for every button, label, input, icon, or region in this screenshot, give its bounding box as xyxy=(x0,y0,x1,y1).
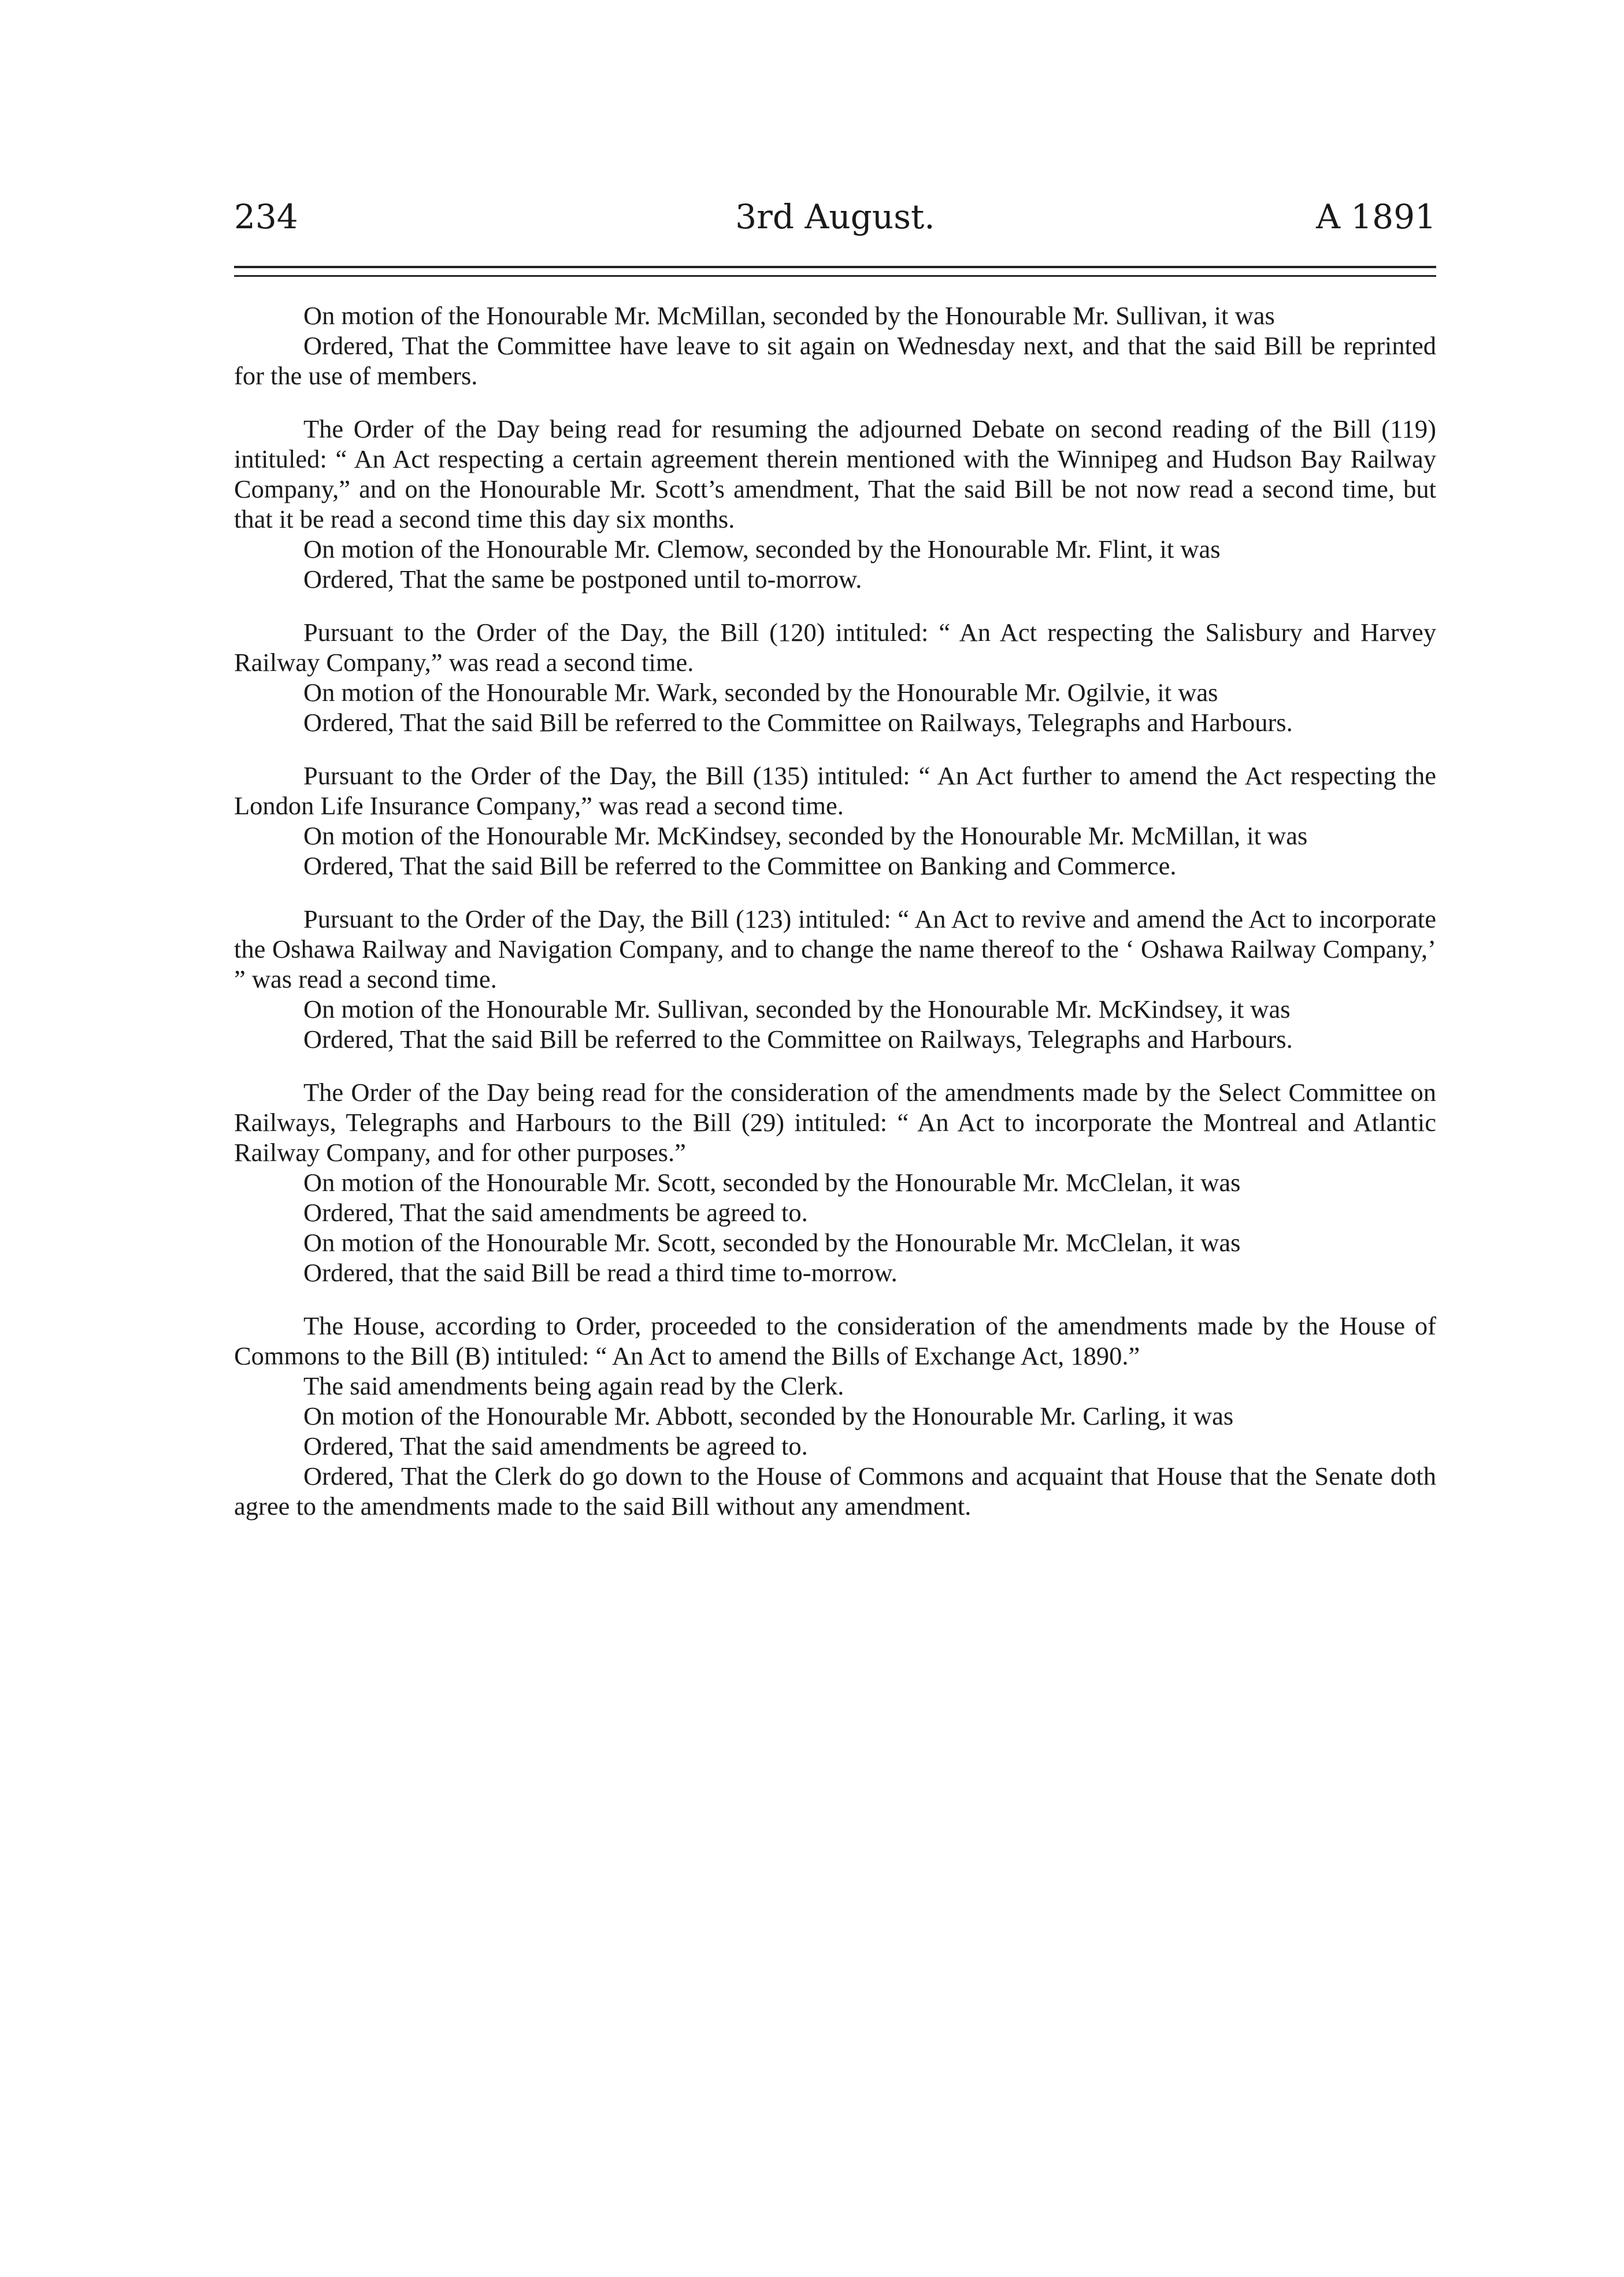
paragraph: On motion of the Honourable Mr. Scott, seconded by the Honourable Mr. McClelan, it was xyxy=(303,1228,1241,1257)
paragraph: Ordered, That the Clerk do go down to the House of Commons and acquaint that House that the Senate doth agree to the amendments made to the said Bill without any amendment. xyxy=(234,1462,1436,1521)
paragraph: On motion of the Honourable Mr. McKindsey, seconded by the Honourable Mr. McMillan, it was xyxy=(303,821,1308,850)
paragraph: Ordered, That the said Bill be referred to the Committee on Railways, Telegraphs and Harbours. xyxy=(303,1025,1293,1054)
paragraph: The Order of the Day being read for resuming the adjourned Debate on second reading of the Bill (119) intituled: “ An Act respecting a certain agreement therein mentioned with the Winnipeg and Hudson Bay Railway Company,” and on the Honourable Mr. Scott’s amendment, That the said Bill be not now read a second time, but that it be read a second time this day six months. xyxy=(234,414,1436,533)
paragraph: Pursuant to the Order of the Day, the Bill (123) intituled: “ An Act to revive and amend the Act to incorporate the Oshawa Railway and Navigation Company, and to change the name thereof to the ‘ Oshawa Railway Company,’ ” was read a second time. xyxy=(234,904,1436,993)
paragraph: Ordered, That the same be postponed until to-morrow. xyxy=(303,565,862,594)
page-number: 234 xyxy=(234,197,298,236)
paragraph: Ordered, That the said amendments be agreed to. xyxy=(303,1432,808,1460)
paragraph: The House, according to Order, proceeded to the consideration of the amendments made by the House of Commons to the Bill (B) intituled: “ An Act to amend the Bills of Exchange Act, 1890.” xyxy=(234,1311,1436,1370)
header-rule-bottom xyxy=(234,275,1436,277)
page-header xyxy=(234,191,1436,243)
paragraph: On motion of the Honourable Mr. Sullivan, seconded by the Honourable Mr. McKindsey, it was xyxy=(303,995,1291,1023)
paragraph: Pursuant to the Order of the Day, the Bill (135) intituled: “ An Act further to amend the Act respecting the London Life Insurance Company,” was read a second time. xyxy=(234,761,1436,820)
paragraph: On motion of the Honourable Mr. Scott, seconded by the Honourable Mr. McClelan, it was xyxy=(303,1168,1241,1197)
paragraph: Ordered, That the Committee have leave to sit again on Wednesday next, and that the said Bill be reprinted for the use of members. xyxy=(234,331,1436,390)
paragraph: The said amendments being again read by the Clerk. xyxy=(303,1371,844,1400)
header-date: 3rd August. xyxy=(735,197,935,236)
paragraph: On motion of the Honourable Mr. Abbott, seconded by the Honourable Mr. Carling, it was xyxy=(303,1401,1234,1430)
paragraph: On motion of the Honourable Mr. Clemow, seconded by the Honourable Mr. Flint, it was xyxy=(303,535,1221,563)
paragraph: Ordered, That the said Bill be referred to the Committee on Banking and Commerce. xyxy=(303,851,1177,880)
header-rule-top xyxy=(234,266,1436,268)
paragraph: The Order of the Day being read for the consideration of the amendments made by the Select Committee on Railways, Telegraphs and Harbours to the Bill (29) intituled: “ An Act to incorporate the Montreal and Atlantic Railway Company, and for other purposes.” xyxy=(234,1078,1436,1167)
header-year: A 1891 xyxy=(1316,197,1436,236)
journal-body xyxy=(234,301,1436,1521)
paragraph: Ordered, That the said amendments be agreed to. xyxy=(303,1198,808,1227)
paragraph: Ordered, That the said Bill be referred to the Committee on Railways, Telegraphs and Harbours. xyxy=(303,708,1293,737)
paragraph: Ordered, that the said Bill be read a third time to-morrow. xyxy=(303,1258,898,1287)
paragraph: Pursuant to the Order of the Day, the Bill (120) intituled: “ An Act respecting the Salisbury and Harvey Railway Company,” was read a second time. xyxy=(234,618,1436,677)
paragraph: On motion of the Honourable Mr. Wark, seconded by the Honourable Mr. Ogilvie, it was xyxy=(303,678,1218,707)
paragraph: On motion of the Honourable Mr. McMillan, seconded by the Honourable Mr. Sullivan, it was xyxy=(303,301,1275,330)
